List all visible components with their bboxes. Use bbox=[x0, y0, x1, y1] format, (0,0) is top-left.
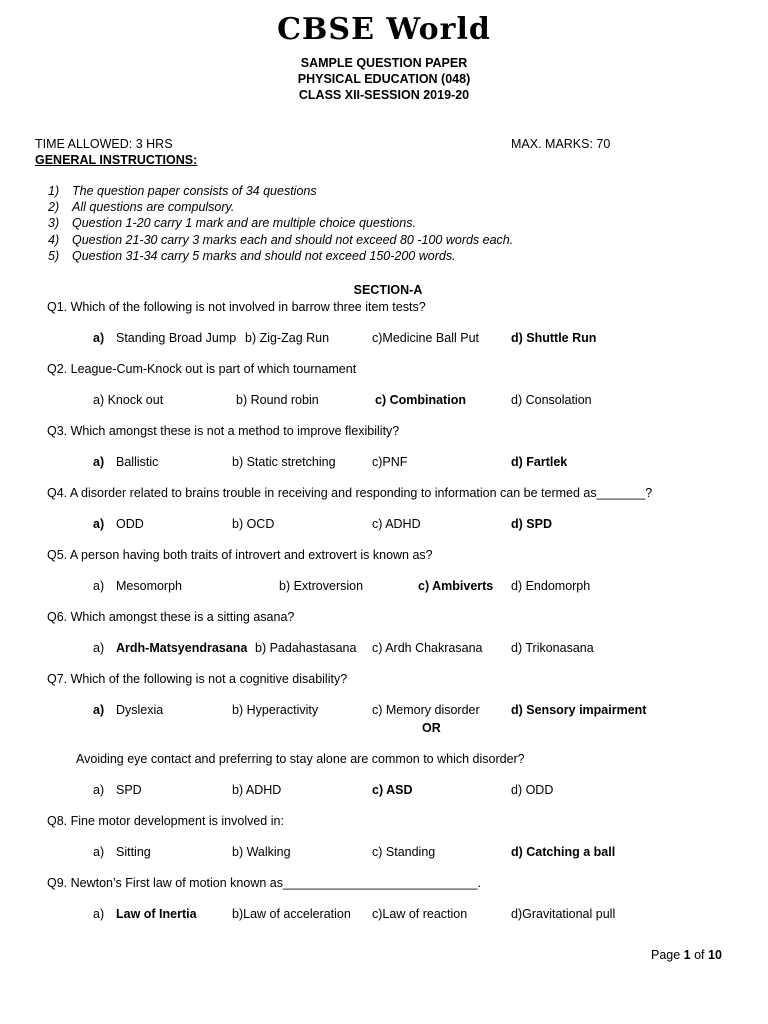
option-label: a) bbox=[93, 783, 105, 797]
question-7-alternate: Avoiding eye contact and preferring to stay alone are common to which disorder? bbox=[76, 752, 525, 766]
instruction-item: 3) Question 1-20 carry 1 mark and are multiple choice questions. bbox=[48, 216, 416, 231]
option-label: a) bbox=[93, 907, 105, 921]
option-c: c) Standing bbox=[372, 845, 436, 859]
paper-title: SAMPLE QUESTION PAPER bbox=[300, 56, 468, 70]
instructions-title: GENERAL INSTRUCTIONS: bbox=[35, 153, 198, 167]
option-d: d) Shuttle Run bbox=[511, 331, 597, 345]
or-separator: OR bbox=[422, 721, 441, 735]
option-a: Dyslexia bbox=[116, 703, 164, 717]
instruction-item: 1) The question paper consists of 34 questions bbox=[48, 184, 317, 198]
option-label: a) bbox=[93, 455, 105, 469]
option-label: a) bbox=[93, 579, 105, 593]
option-a: Sitting bbox=[116, 845, 151, 859]
class-session: CLASS XII-SESSION 2019-20 bbox=[298, 88, 470, 102]
option-b: b) Hyperactivity bbox=[232, 703, 319, 717]
option-b: b)Law of acceleration bbox=[232, 907, 351, 921]
instruction-item: 2) All questions are compulsory. bbox=[48, 200, 235, 215]
page-number: Page 1 of 10 bbox=[651, 948, 722, 962]
option-c: c) ADHD bbox=[372, 517, 421, 531]
option-b: b) Zig-Zag Run bbox=[245, 331, 330, 345]
time-allowed: TIME ALLOWED: 3 HRS bbox=[35, 137, 173, 151]
option-a: Standing Broad Jump bbox=[116, 331, 237, 345]
option-d: d) ODD bbox=[511, 783, 554, 797]
option-label: a) bbox=[93, 331, 105, 345]
option-a: ODD bbox=[116, 517, 144, 531]
option-a: Ardh-Matsyendrasana bbox=[116, 641, 248, 655]
option-c: c)PNF bbox=[372, 455, 408, 469]
option-a: SPD bbox=[116, 783, 142, 797]
option-a: Mesomorph bbox=[116, 579, 182, 593]
option-a: a) Knock out bbox=[93, 393, 164, 407]
instruction-item: 5) Question 31-34 carry 5 marks and should not exceed 150-200 words. bbox=[48, 248, 456, 263]
question-3: Q3. Which amongst these is not a method to improve flexibility? bbox=[47, 424, 400, 438]
option-d: d) Catching a ball bbox=[511, 845, 616, 859]
option-b: b) Walking bbox=[232, 845, 291, 859]
option-b: b) Static stretching bbox=[232, 455, 336, 469]
option-label: a) bbox=[93, 845, 105, 859]
question-9: Q9. Newton’s First law of motion known as____________________________. bbox=[47, 876, 482, 890]
option-label: a) bbox=[93, 517, 105, 531]
brand-logo-text: CBSE World bbox=[277, 12, 491, 47]
option-b: b) Extroversion bbox=[279, 579, 364, 593]
instructions-list bbox=[48, 183, 513, 264]
option-c: c) Ardh Chakrasana bbox=[372, 641, 483, 655]
question-7: Q7. Which of the following is not a cognitive disability? bbox=[47, 672, 348, 686]
section-title: SECTION-A bbox=[353, 283, 423, 297]
option-c: c) Ambiverts bbox=[418, 579, 494, 593]
max-marks: MAX. MARKS: 70 bbox=[511, 137, 611, 151]
question-2: Q2. League-Cum-Knock out is part of which tournament bbox=[47, 362, 357, 376]
option-d: d) Sensory impairment bbox=[511, 703, 647, 717]
option-b: b) ADHD bbox=[232, 783, 282, 797]
option-d: d) Trikonasana bbox=[511, 641, 594, 655]
instruction-item: 4) Question 21-30 carry 3 marks each and should not exceed 80 -100 words each. bbox=[48, 232, 514, 247]
option-c: c) ASD bbox=[372, 783, 413, 797]
option-d: d) Fartlek bbox=[511, 455, 568, 469]
option-b: b) Round robin bbox=[236, 393, 319, 407]
question-5: Q5. A person having both traits of introvert and extrovert is known as? bbox=[47, 548, 433, 562]
question-8: Q8. Fine motor development is involved in: bbox=[47, 814, 284, 828]
question-1: Q1. Which of the following is not involved in barrow three item tests? bbox=[47, 300, 426, 314]
option-a: Ballistic bbox=[116, 455, 159, 469]
option-a: Law of Inertia bbox=[116, 907, 197, 921]
question-4: Q4. A disorder related to brains trouble in receiving and responding to information can be termed as_______? bbox=[47, 486, 653, 500]
option-c: c) Memory disorder bbox=[372, 703, 480, 717]
option-c: c)Medicine Ball Put bbox=[372, 331, 479, 345]
option-label: a) bbox=[93, 641, 105, 655]
option-d: d)Gravitational pull bbox=[511, 907, 616, 921]
option-d: d) Endomorph bbox=[511, 579, 591, 593]
option-b: b) Padahastasana bbox=[255, 641, 357, 655]
subject-title: PHYSICAL EDUCATION (048) bbox=[297, 72, 471, 86]
option-d: d) Consolation bbox=[511, 393, 592, 407]
option-c: c)Law of reaction bbox=[372, 907, 468, 921]
question-6: Q6. Which amongst these is a sitting asana? bbox=[47, 610, 295, 624]
option-label: a) bbox=[93, 703, 105, 717]
option-c: c) Combination bbox=[375, 393, 466, 407]
option-b: b) OCD bbox=[232, 517, 275, 531]
option-d: d) SPD bbox=[511, 517, 552, 531]
